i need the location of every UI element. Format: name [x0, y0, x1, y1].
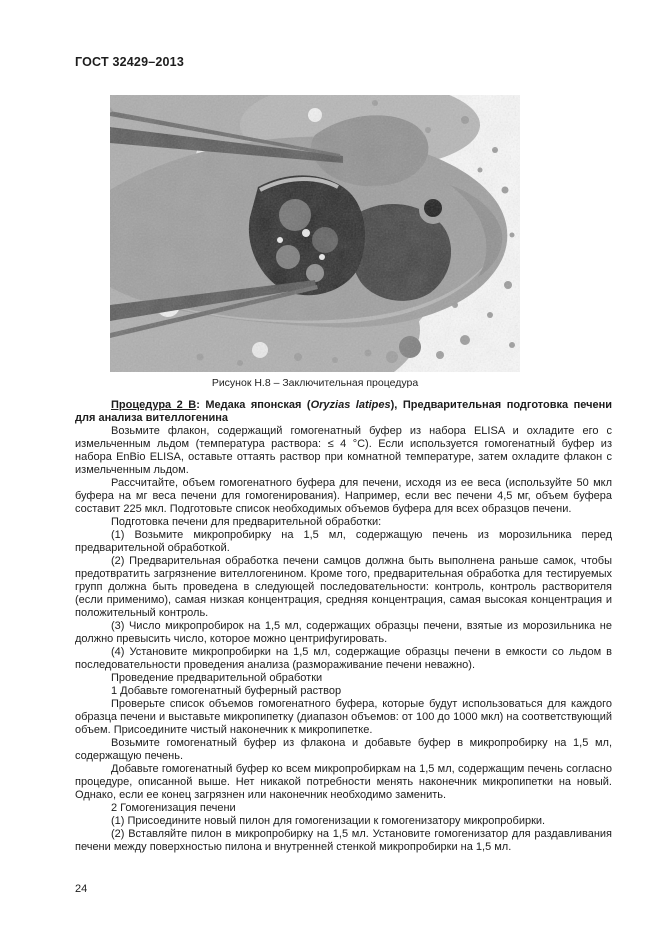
noise-overlay — [110, 95, 520, 372]
paragraph: 1 Добавьте гомогенатный буферный раствор — [111, 685, 342, 697]
paragraph: Подготовка печени для предварительной обработки: — [111, 516, 382, 528]
paragraph: Возьмите флакон, содержащий гомогенатный буфер из набора ELISA и охладите его с измельченным льдом (температура раствора: ≤ 4 °С). Если используется гомогенатный буфер из набора EnBio ELISA, оставьте оттаять раствор при комнатной температуре, затем охладите флакон с измельченным льдом. — [75, 425, 612, 476]
paragraph: (1) Присоедините новый пилон для гомогенизации к гомогенизатору микропробирки. — [111, 815, 546, 827]
page-number: 24 — [75, 883, 88, 895]
paragraph: 2 Гомогенизация печени — [111, 802, 236, 814]
paragraph: (4) Установите микропробирки на 1,5 мл, содержащие образцы печени в емкости со льдом в последовательности проведения анализа (размораживание печени неважно). — [75, 646, 612, 671]
procedure-label: Процедура 2 В — [111, 399, 197, 411]
paragraph: Проверьте список объемов гомогенатного буфера, которые будут использоваться для каждого образца печени и выставьте микропипетку (диапазон объемов: от 100 до 1000 мкл) на соответствующий объем. Присоедините чистый наконечник к микропипетке. — [75, 698, 612, 736]
figure-caption: Рисунок Н.8 – Заключительная процедура — [211, 377, 419, 389]
procedure-colon: : — [196, 399, 206, 411]
paragraph: (3) Число микропробирок на 1,5 мл, содержащих образцы печени, взятые из морозильника не должно превысить число, которое можно центрифугировать. — [75, 620, 612, 645]
procedure-heading — [75, 399, 612, 425]
figure-h8 — [110, 95, 520, 372]
body-text — [75, 399, 612, 854]
paragraph: Проведение предварительной обработки — [111, 672, 323, 684]
paragraph: (2) Предварительная обработка печени самцов должна быть выполнена раньше самок, чтобы предотвратить загрязнение вителлогенином. Кроме того, предварительная обработка для тестируемых групп должна быть проведена в следующей последовательности: контроль, контроль растворителя (если применимо), самая низкая концентрация, средняя концентрация, самая высокая концентрация и положительный контроль. — [75, 555, 612, 619]
procedure-title-part2: ), Предварительная подготовка печени для анализа вителлогенина — [75, 399, 613, 424]
paragraph: Добавьте гомогенатный буфер ко всем микропробиркам на 1,5 мл, содержащим печень согласно процедуре, описанной выше. Нет никакой потребности менять наконечник микропипетки на новый. Однако, если ее конец загрязнен или наконечник необходимо заменить. — [75, 763, 612, 801]
species-latin-name: Oryzias latipes — [310, 399, 391, 411]
paragraph: (1) Возьмите микропробирку на 1,5 мл, содержащую печень из морозильника перед предварительной обработкой. — [75, 529, 612, 554]
paragraph: (2) Вставляйте пилон в микропробирку на 1,5 мл. Установите гомогенизатор для раздавливания печени между поверхностью пилона и внутренней стенкой микропробирки на 1,5 мл. — [75, 828, 612, 853]
procedure-title-part1: Медака японская ( — [205, 399, 311, 411]
paragraph: Рассчитайте, объем гомогенатного буфера для печени, исходя из ее веса (используйте 50 мкл буфера на мг веса печени для гомогенирования). Например, если вес печени 4,5 мг, объем буфера составит 225 мкл. Подготовьте список необходимых объемов буфера для всех образцов печени. — [75, 477, 612, 515]
paragraph: Возьмите гомогенатный буфер из флакона и добавьте буфер в микропробирку на 1,5 мл, содержащую печень. — [75, 737, 612, 762]
dissection-photo — [110, 95, 520, 372]
document-header: ГОСТ 32429–2013 — [75, 55, 184, 69]
